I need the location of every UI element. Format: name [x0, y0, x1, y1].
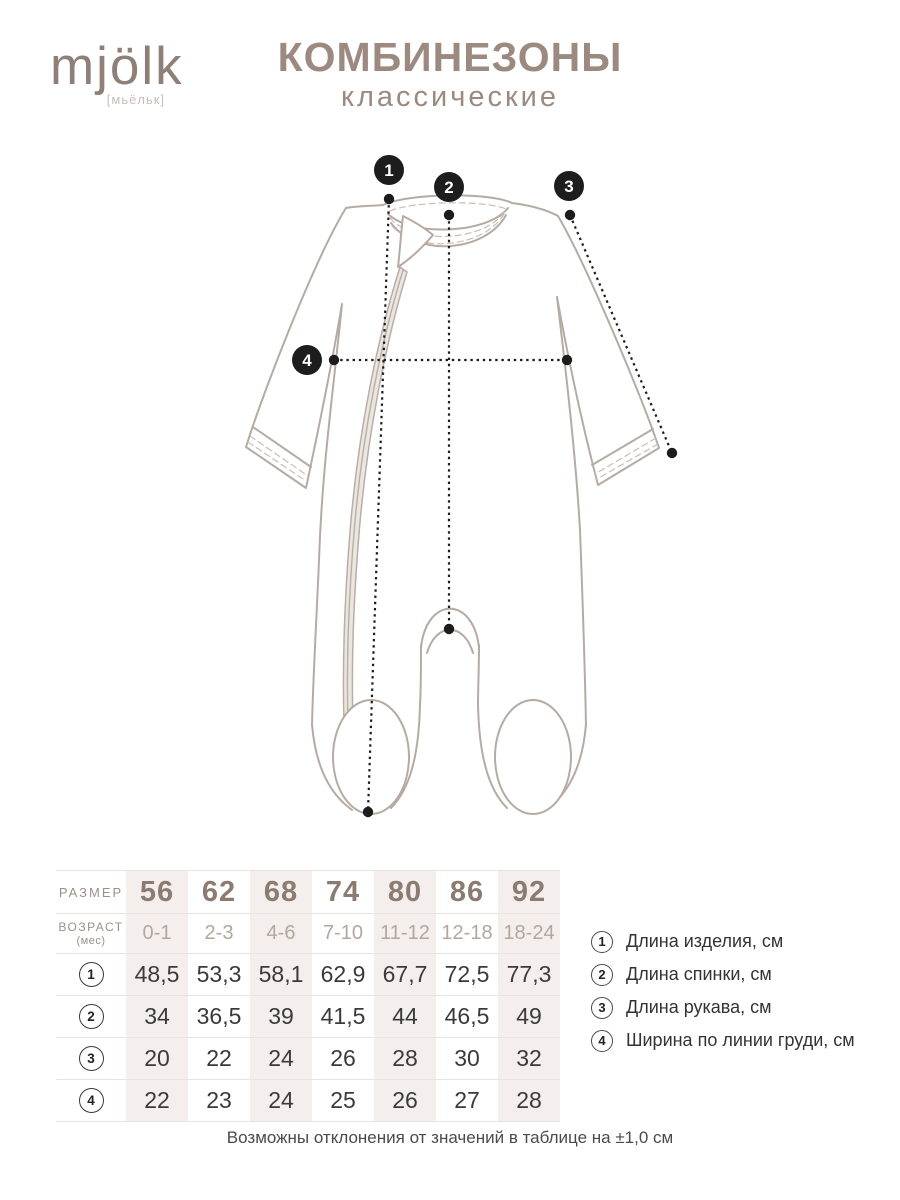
age-value: 7-10 [322, 922, 364, 944]
row-marker: 3 [79, 1046, 104, 1071]
tolerance-note: Возможны отклонения от значений в таблице на ±1,0 см [226, 1128, 674, 1147]
size-row-label: РАЗМЕР [58, 884, 124, 900]
legend-item-3 [591, 996, 855, 1019]
size-value: 68 [250, 871, 312, 913]
measure-value: 48,5 [126, 954, 188, 995]
row-marker-cell [56, 954, 126, 995]
measure-value: 77,3 [498, 954, 560, 995]
measure-marker-4 [292, 345, 322, 375]
row-marker-cell [56, 996, 126, 1037]
measure-value: 32 [498, 1038, 560, 1079]
table-row-measure-4 [56, 1079, 560, 1121]
legend-label: Длина спинки, см [626, 964, 772, 984]
measure-value: 27 [454, 1087, 480, 1113]
legend-marker: 3 [591, 997, 613, 1019]
measure-value: 41,5 [320, 1003, 366, 1029]
measure-marker-2 [434, 172, 464, 202]
legend-marker: 1 [591, 931, 613, 953]
left-cuff-edge [253, 427, 311, 467]
measure-marker-3 [554, 171, 584, 201]
table-row-ages [56, 913, 560, 953]
measurement-legend [591, 930, 855, 1062]
page-subtitle: классические [340, 81, 559, 113]
size-table [56, 870, 560, 1122]
measure-value: 23 [206, 1087, 232, 1113]
table-row-measure-1 [56, 953, 560, 995]
legend-marker: 2 [591, 964, 613, 986]
measure-value: 28 [374, 1038, 436, 1079]
table-row-sizes [56, 870, 560, 913]
svg-text:2: 2 [444, 178, 454, 197]
age-label-text: ВОЗРАСТ [58, 919, 124, 934]
brand-logo-transcription: [мьёльк] [106, 92, 165, 107]
left-foot [333, 700, 409, 814]
right-foot [495, 700, 571, 814]
age-value: 2-3 [204, 922, 234, 944]
age-value: 0-1 [126, 914, 188, 953]
left-leg-inner-edge [420, 645, 421, 706]
svg-text:4: 4 [302, 351, 312, 370]
age-row-label [56, 914, 126, 953]
svg-text:1: 1 [384, 161, 394, 180]
measure-value: 24 [250, 1038, 312, 1079]
measure-value: 20 [126, 1038, 188, 1079]
measure-value: 62,9 [320, 961, 366, 987]
measure-value: 44 [374, 996, 436, 1037]
age-value: 4-6 [250, 914, 312, 953]
size-value: 62 [201, 875, 237, 908]
legend-marker: 4 [591, 1030, 613, 1052]
measure-value: 53,3 [196, 961, 242, 987]
zipper-flap [398, 216, 433, 267]
measure-value: 22 [126, 1080, 188, 1121]
measure-value: 46,5 [444, 1003, 490, 1029]
age-value: 18-24 [498, 914, 560, 953]
measure-value: 22 [206, 1045, 232, 1071]
measure-value: 30 [454, 1045, 480, 1071]
measure-value: 72,5 [444, 961, 490, 987]
measure-value: 36,5 [196, 1003, 242, 1029]
measure-value: 24 [250, 1080, 312, 1121]
measure-value: 58,1 [250, 954, 312, 995]
legend-item-4 [591, 1029, 855, 1052]
size-value: 80 [374, 871, 436, 913]
measure-value: 25 [330, 1087, 356, 1113]
measure-value: 67,7 [374, 954, 436, 995]
table-row-measure-3 [56, 1037, 560, 1079]
right-leg-inner-edge [478, 645, 479, 706]
table-row-measure-2 [56, 995, 560, 1037]
age-value: 11-12 [374, 914, 436, 953]
neckband-top-stitch [390, 203, 506, 211]
legend-label: Ширина по линии груди, см [626, 1030, 855, 1050]
measure-line-3 [570, 215, 672, 453]
size-value: 56 [126, 871, 188, 913]
zipper-band [343, 267, 407, 725]
measure-value: 39 [250, 996, 312, 1037]
age-label-unit: (мес) [76, 934, 106, 947]
measure-value: 49 [498, 996, 560, 1037]
right-cuff-edge [592, 429, 653, 465]
age-value: 12-18 [441, 922, 493, 944]
garment-diagram [220, 140, 700, 840]
size-value: 86 [449, 875, 485, 908]
measure-marker-1 [374, 155, 404, 185]
row-marker-cell [56, 1080, 126, 1121]
row-marker: 2 [79, 1004, 104, 1029]
page-title: КОМБИНЕЗОНЫ [277, 34, 623, 80]
svg-text:3: 3 [564, 177, 574, 196]
size-value: 74 [325, 875, 361, 908]
garment-right-silhouette [512, 203, 659, 726]
brand-logo-text: mjölk [50, 37, 184, 96]
title-block [0, 34, 900, 113]
row-marker: 4 [79, 1088, 104, 1113]
measure-value: 34 [126, 996, 188, 1037]
legend-item-2 [591, 963, 855, 986]
legend-item-1 [591, 930, 855, 953]
measure-value: 26 [374, 1080, 436, 1121]
legend-label: Длина рукава, см [626, 997, 772, 1017]
measure-value: 28 [498, 1080, 560, 1121]
row-marker-cell [56, 1038, 126, 1079]
measure-value: 26 [330, 1045, 356, 1071]
row-marker: 1 [79, 962, 104, 987]
legend-label: Длина изделия, см [626, 931, 784, 951]
size-value: 92 [498, 871, 560, 913]
